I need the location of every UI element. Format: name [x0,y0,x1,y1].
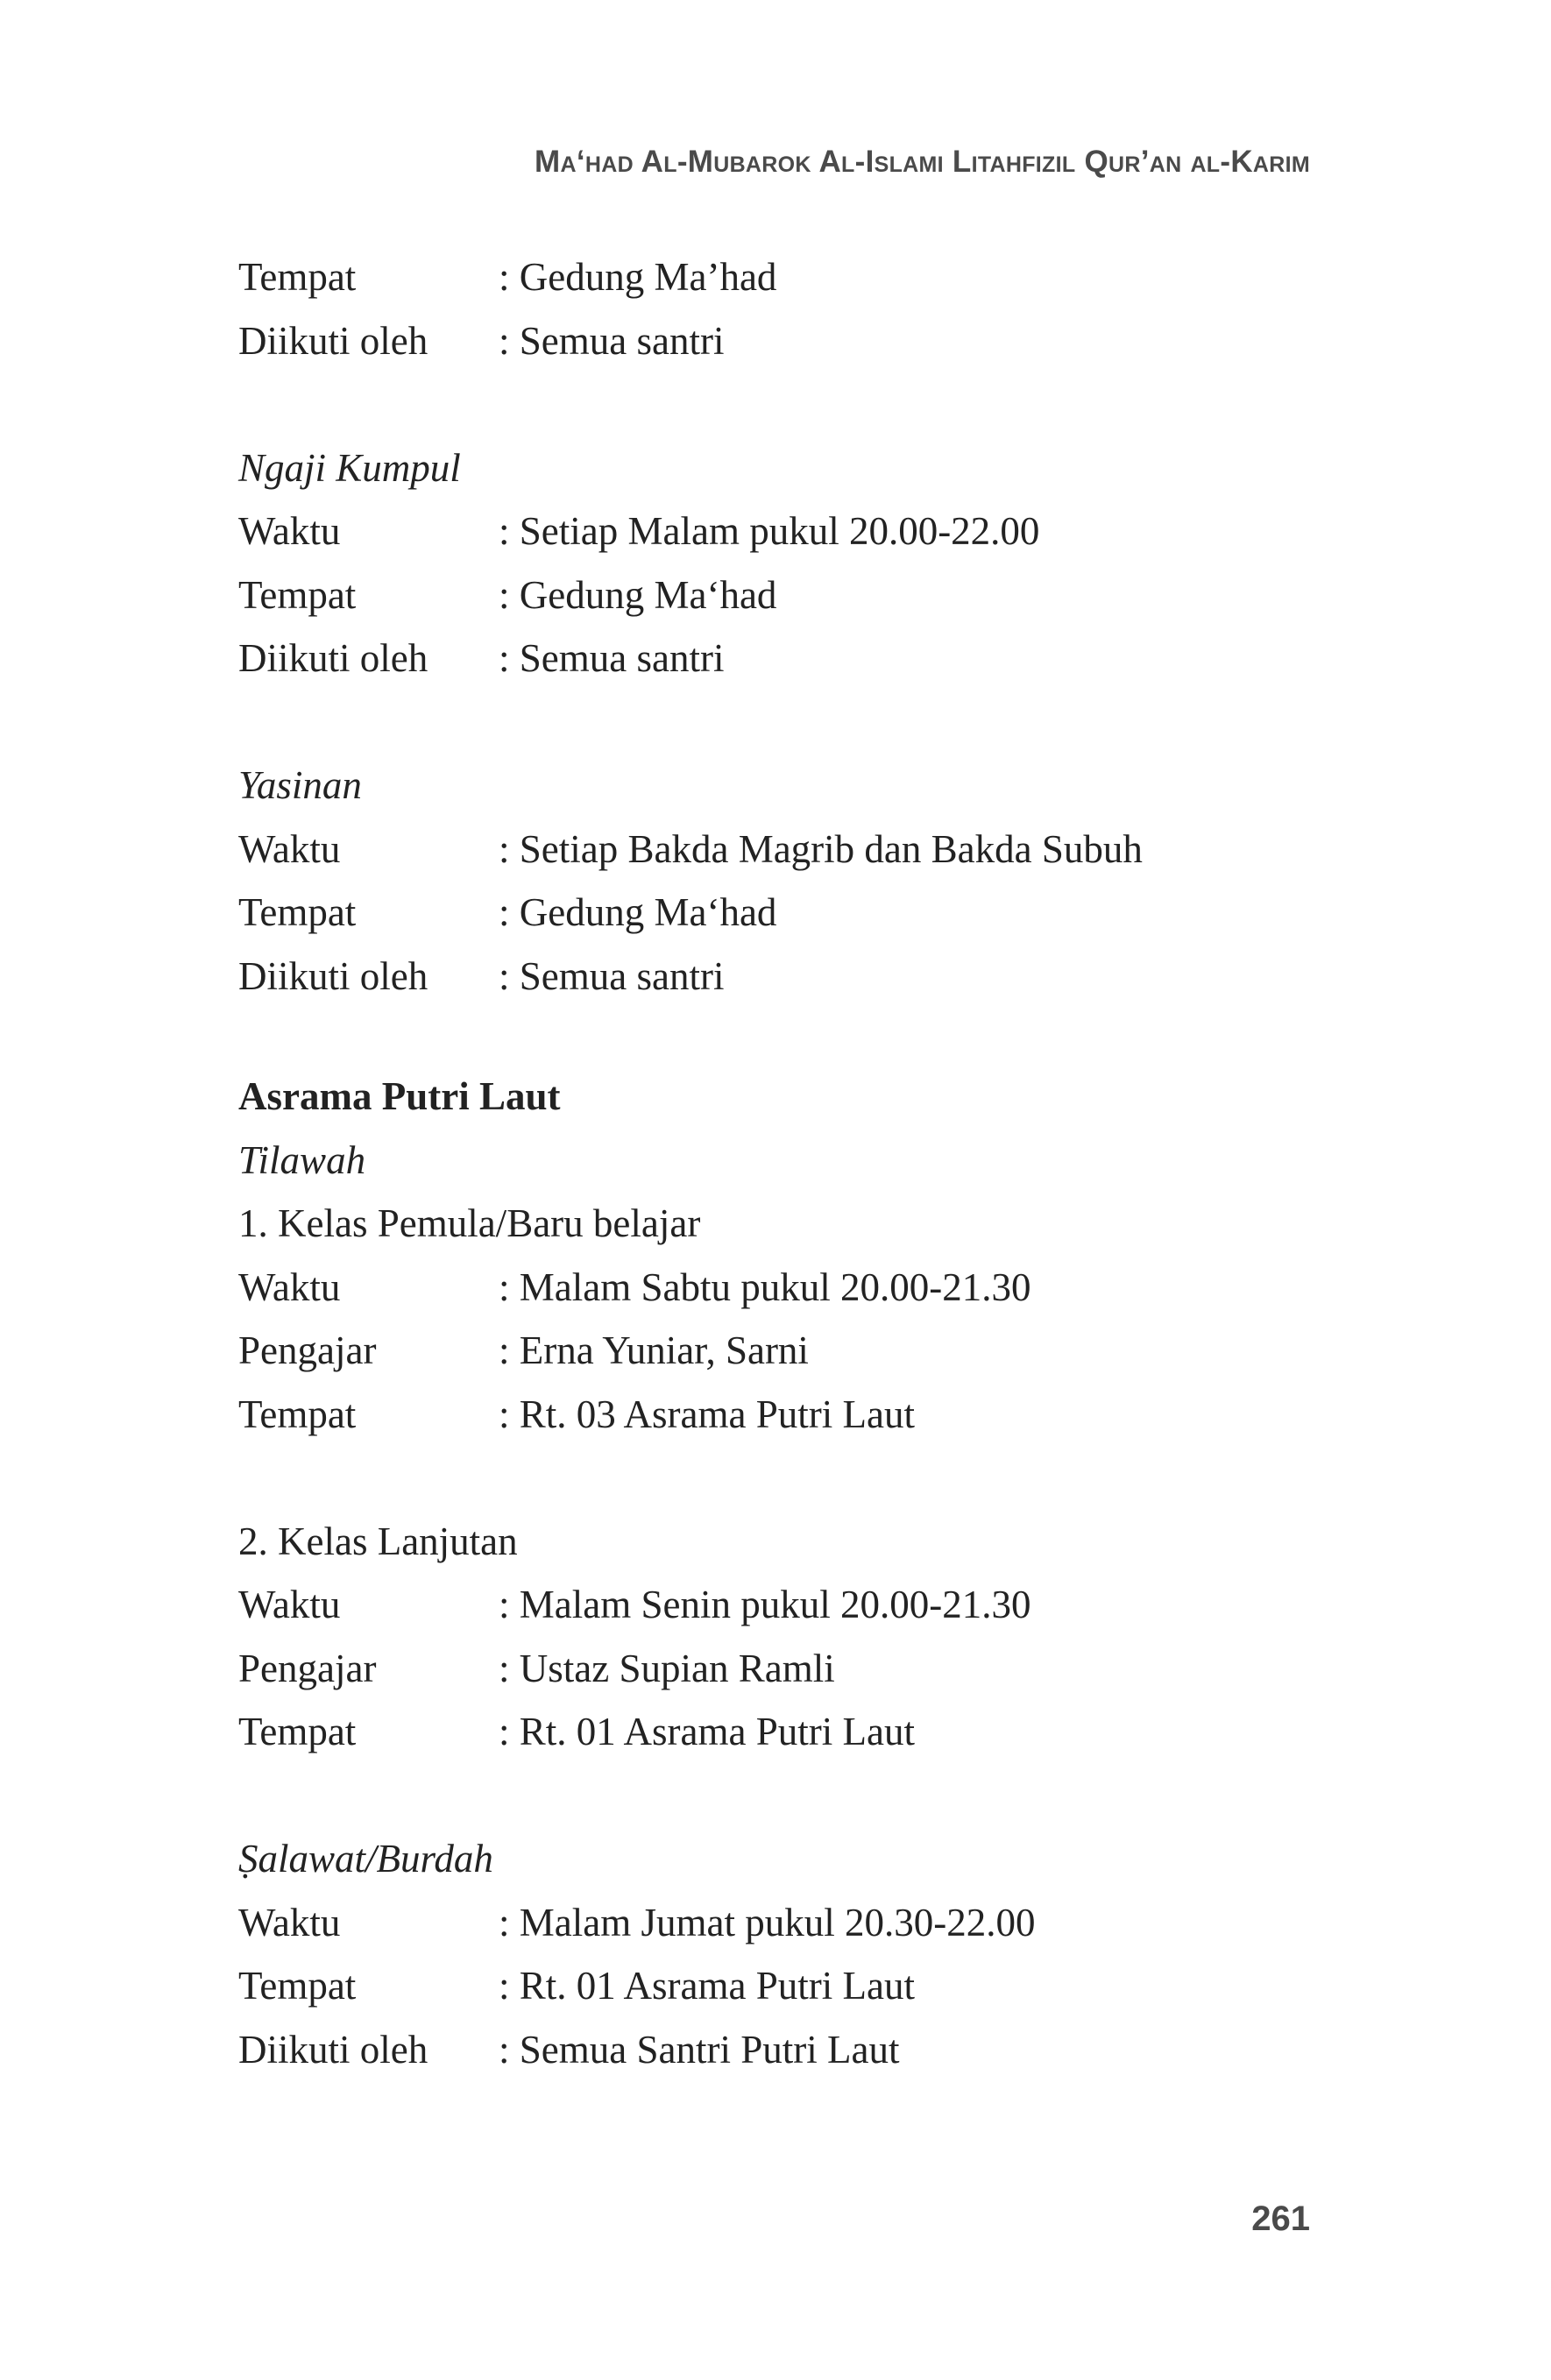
row-value: : Semua santri [499,636,725,680]
row-value: : Gedung Ma’had [499,255,777,299]
row-label: Tempat [238,1710,357,1753]
row-label: Waktu [238,1264,341,1309]
row-label: Tempat [238,1964,357,2008]
row-value: : Malam Senin pukul 20.00-21.30 [499,1583,1031,1626]
row-label: Tempat [238,572,357,617]
schedule-row [238,1700,1334,1764]
row-value: : Malam Jumat pukul 20.30-22.00 [499,1900,1036,1944]
class-title: 1. Kelas Pemula/Baru belajar [238,1201,701,1245]
spacer [238,1446,1334,1510]
spacer [238,1764,1334,1828]
spacer [238,372,1334,436]
section-title-ngaji-kumpul: Ngaji Kumpul [238,445,461,490]
page-content [238,245,1334,2081]
row-value: : Rt. 01 Asrama Putri Laut [499,1964,915,2008]
row-label: Tempat [238,890,357,934]
schedule-row [238,1891,1334,1955]
row-value: : Rt. 03 Asrama Putri Laut [499,1392,915,1436]
schedule-row [238,563,1334,627]
row-label: Tempat [238,255,357,299]
row-label: Diikuti oleh [238,2027,428,2072]
page-number: 261 [1251,2199,1310,2238]
row-value: : Erna Yuniar, Sarni [499,1328,809,1372]
row-label: Pengajar [238,1328,377,1372]
running-header: Ma‘had Al-Mubarok Al-Islami Litahfizil Qur’an al-Karim [535,145,1310,179]
schedule-row [238,945,1334,1009]
row-value: : Gedung Ma‘had [499,890,777,934]
row-label: Tempat [238,1392,357,1436]
row-label: Waktu [238,509,341,553]
row-label: Pengajar [238,1646,377,1690]
schedule-row [238,1954,1334,2018]
row-value: : Rt. 01 Asrama Putri Laut [499,1710,915,1753]
schedule-row [238,499,1334,563]
schedule-row [238,1637,1334,1701]
schedule-row [238,1319,1334,1383]
class-title: 2. Kelas Lanjutan [238,1519,518,1563]
subsection-title-salawat: Ṣalawat/Burdah [238,1837,493,1881]
row-label: Waktu [238,1583,341,1626]
row-value: : Gedung Ma‘had [499,572,777,617]
section-title-yasinan: Yasinan [238,763,362,807]
schedule-row [238,627,1334,691]
row-value: : Semua santri [499,318,725,363]
schedule-row [238,881,1334,945]
row-label: Diikuti oleh [238,636,428,680]
row-value: : Setiap Malam pukul 20.00-22.00 [499,509,1040,553]
section-heading-asrama-putri-laut: Asrama Putri Laut [238,1074,561,1118]
schedule-row [238,1256,1334,1320]
row-value: : Setiap Bakda Magrib dan Bakda Subuh [499,826,1143,871]
schedule-row [238,1573,1334,1637]
schedule-row [238,1383,1334,1447]
row-value: : Ustaz Supian Ramli [499,1646,835,1690]
schedule-row [238,245,1334,309]
subsection-title-tilawah: Tilawah [238,1137,366,1182]
schedule-row [238,309,1334,373]
row-label: Diikuti oleh [238,953,428,998]
schedule-row [238,2018,1334,2082]
row-label: Waktu [238,826,341,871]
schedule-row [238,818,1334,882]
row-value: : Malam Sabtu pukul 20.00-21.30 [499,1264,1031,1309]
row-value: : Semua santri [499,953,725,998]
row-label: Waktu [238,1900,341,1944]
row-value: : Semua Santri Putri Laut [499,2027,900,2072]
spacer [238,1008,1334,1065]
spacer [238,691,1334,754]
row-label: Diikuti oleh [238,318,428,363]
